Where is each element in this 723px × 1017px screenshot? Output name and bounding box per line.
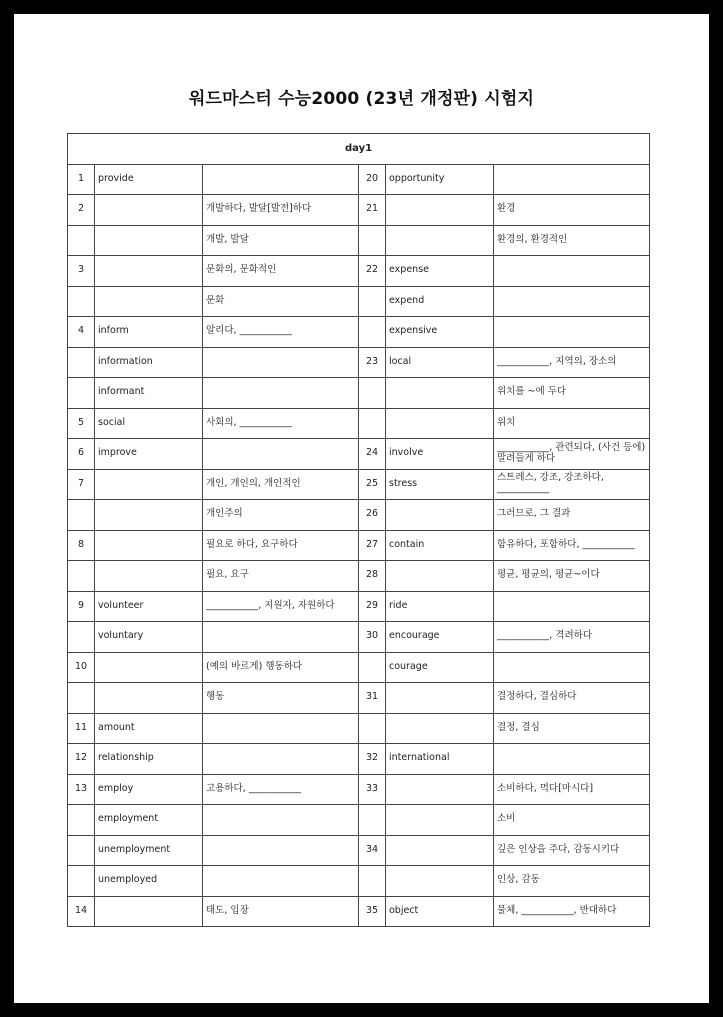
right-meaning-cell: 물체, ___________, 반대하다 [494, 896, 650, 927]
vocabulary-table [67, 133, 650, 927]
right-number-cell: 26 [359, 500, 386, 531]
left-word-cell: employment [95, 805, 203, 836]
right-word-cell [386, 774, 494, 805]
right-number-cell: 20 [359, 164, 386, 195]
right-word-cell: expense [386, 256, 494, 287]
right-meaning-cell [494, 744, 650, 775]
left-number-cell [68, 225, 95, 256]
right-word-cell [386, 408, 494, 439]
left-meaning-cell: 문화 [203, 286, 359, 317]
right-word-cell: local [386, 347, 494, 378]
left-meaning-cell: 개인, 개인의, 개인적인 [203, 469, 359, 500]
table-row [68, 591, 650, 622]
worksheet-page [14, 14, 709, 1003]
table-row [68, 622, 650, 653]
left-number-cell [68, 286, 95, 317]
right-word-cell [386, 561, 494, 592]
day-header-row [68, 134, 650, 165]
table-row [68, 805, 650, 836]
table-row [68, 896, 650, 927]
left-word-cell [95, 896, 203, 927]
left-number-cell: 1 [68, 164, 95, 195]
table-row [68, 225, 650, 256]
table-row [68, 164, 650, 195]
right-word-cell: opportunity [386, 164, 494, 195]
table-row [68, 774, 650, 805]
right-number-cell: 27 [359, 530, 386, 561]
right-word-cell [386, 866, 494, 897]
right-number-cell [359, 805, 386, 836]
right-word-cell: ride [386, 591, 494, 622]
right-meaning-cell [494, 317, 650, 348]
left-number-cell: 3 [68, 256, 95, 287]
right-number-cell [359, 713, 386, 744]
left-word-cell: social [95, 408, 203, 439]
left-word-cell: information [95, 347, 203, 378]
right-number-cell: 29 [359, 591, 386, 622]
left-meaning-cell [203, 805, 359, 836]
right-number-cell [359, 378, 386, 409]
table-row [68, 286, 650, 317]
left-word-cell [95, 286, 203, 317]
right-word-cell [386, 500, 494, 531]
left-number-cell [68, 500, 95, 531]
left-number-cell: 11 [68, 713, 95, 744]
left-word-cell [95, 195, 203, 226]
left-meaning-cell: 필요, 요구 [203, 561, 359, 592]
right-word-cell: involve [386, 439, 494, 470]
right-number-cell: 33 [359, 774, 386, 805]
left-meaning-cell [203, 866, 359, 897]
right-meaning-cell: 함유하다, 포함하다, ___________ [494, 530, 650, 561]
left-meaning-cell [203, 378, 359, 409]
left-meaning-cell: 사회의, ___________ [203, 408, 359, 439]
right-word-cell [386, 225, 494, 256]
left-meaning-cell: 개발, 발달 [203, 225, 359, 256]
table-row [68, 317, 650, 348]
right-word-cell [386, 835, 494, 866]
right-number-cell [359, 866, 386, 897]
left-number-cell [68, 683, 95, 714]
right-meaning-cell [494, 164, 650, 195]
left-meaning-cell: 고용하다, ___________ [203, 774, 359, 805]
table-row [68, 347, 650, 378]
right-word-cell [386, 805, 494, 836]
left-meaning-cell: 개인주의 [203, 500, 359, 531]
left-number-cell: 8 [68, 530, 95, 561]
right-number-cell: 30 [359, 622, 386, 653]
left-meaning-cell [203, 164, 359, 195]
right-meaning-cell: 위치 [494, 408, 650, 439]
left-meaning-cell: (예의 바르게) 행동하다 [203, 652, 359, 683]
day-label: day1 [68, 134, 650, 165]
left-word-cell [95, 225, 203, 256]
left-meaning-cell [203, 713, 359, 744]
left-number-cell [68, 347, 95, 378]
left-word-cell [95, 683, 203, 714]
table-row [68, 866, 650, 897]
left-number-cell: 5 [68, 408, 95, 439]
left-number-cell [68, 378, 95, 409]
right-meaning-cell [494, 652, 650, 683]
right-meaning-cell: ___________, 관련되다, (사건 등에) 말려들게 하다 [494, 439, 650, 470]
table-row [68, 683, 650, 714]
right-word-cell [386, 713, 494, 744]
right-meaning-cell: 인상, 감동 [494, 866, 650, 897]
table-row [68, 195, 650, 226]
right-number-cell [359, 408, 386, 439]
right-meaning-cell: 그러므로, 그 결과 [494, 500, 650, 531]
right-word-cell: expend [386, 286, 494, 317]
left-word-cell: informant [95, 378, 203, 409]
left-number-cell: 10 [68, 652, 95, 683]
left-meaning-cell: 태도, 입장 [203, 896, 359, 927]
left-meaning-cell: ___________, 지원자, 자원하다 [203, 591, 359, 622]
table-row [68, 256, 650, 287]
page-title: 워드마스터 수능2000 (23년 개정판) 시험지 [188, 89, 535, 109]
left-word-cell: inform [95, 317, 203, 348]
table-row [68, 469, 650, 500]
right-number-cell: 28 [359, 561, 386, 592]
right-meaning-cell: 결정하다, 결심하다 [494, 683, 650, 714]
right-word-cell: expensive [386, 317, 494, 348]
right-meaning-cell [494, 591, 650, 622]
right-number-cell: 35 [359, 896, 386, 927]
right-meaning-cell: 환경 [494, 195, 650, 226]
right-meaning-cell: ___________, 격려하다 [494, 622, 650, 653]
right-number-cell: 25 [359, 469, 386, 500]
left-word-cell [95, 469, 203, 500]
left-meaning-cell [203, 439, 359, 470]
left-number-cell [68, 622, 95, 653]
right-meaning-cell: 평균, 평균의, 평균~이다 [494, 561, 650, 592]
right-meaning-cell: 결정, 결심 [494, 713, 650, 744]
left-word-cell: voluntary [95, 622, 203, 653]
left-number-cell: 2 [68, 195, 95, 226]
left-number-cell: 6 [68, 439, 95, 470]
table-row [68, 439, 650, 470]
left-number-cell: 12 [68, 744, 95, 775]
table-row [68, 408, 650, 439]
right-word-cell: stress [386, 469, 494, 500]
left-word-cell: relationship [95, 744, 203, 775]
left-number-cell: 7 [68, 469, 95, 500]
left-word-cell: unemployed [95, 866, 203, 897]
right-word-cell: courage [386, 652, 494, 683]
right-meaning-cell [494, 286, 650, 317]
left-word-cell: improve [95, 439, 203, 470]
left-word-cell [95, 256, 203, 287]
left-meaning-cell: 행동 [203, 683, 359, 714]
left-word-cell: amount [95, 713, 203, 744]
right-number-cell: 21 [359, 195, 386, 226]
left-number-cell [68, 805, 95, 836]
left-word-cell: unemployment [95, 835, 203, 866]
left-word-cell: volunteer [95, 591, 203, 622]
left-meaning-cell: 알리다, ___________ [203, 317, 359, 348]
right-number-cell: 32 [359, 744, 386, 775]
table-row [68, 835, 650, 866]
right-number-cell [359, 317, 386, 348]
left-word-cell [95, 561, 203, 592]
right-number-cell [359, 652, 386, 683]
right-number-cell: 23 [359, 347, 386, 378]
right-number-cell: 31 [359, 683, 386, 714]
right-meaning-cell: 위치를 ~에 두다 [494, 378, 650, 409]
table-row [68, 500, 650, 531]
right-word-cell: international [386, 744, 494, 775]
right-word-cell: object [386, 896, 494, 927]
table-row [68, 713, 650, 744]
right-meaning-cell: 스트레스, 강조, 강조하다, ___________ [494, 469, 650, 500]
left-number-cell: 4 [68, 317, 95, 348]
right-word-cell: contain [386, 530, 494, 561]
right-word-cell: encourage [386, 622, 494, 653]
left-word-cell [95, 652, 203, 683]
left-number-cell [68, 835, 95, 866]
left-word-cell [95, 500, 203, 531]
left-number-cell: 14 [68, 896, 95, 927]
left-number-cell: 13 [68, 774, 95, 805]
table-row [68, 652, 650, 683]
left-meaning-cell [203, 622, 359, 653]
right-meaning-cell: 환경의, 환경적인 [494, 225, 650, 256]
left-meaning-cell: 문화의, 문화적인 [203, 256, 359, 287]
table-row [68, 561, 650, 592]
right-word-cell [386, 683, 494, 714]
table-row [68, 378, 650, 409]
left-number-cell: 9 [68, 591, 95, 622]
left-word-cell: employ [95, 774, 203, 805]
right-number-cell: 22 [359, 256, 386, 287]
right-meaning-cell [494, 256, 650, 287]
right-number-cell [359, 225, 386, 256]
left-meaning-cell [203, 347, 359, 378]
left-meaning-cell [203, 744, 359, 775]
right-word-cell [386, 378, 494, 409]
left-word-cell: provide [95, 164, 203, 195]
right-number-cell [359, 286, 386, 317]
right-number-cell: 34 [359, 835, 386, 866]
left-meaning-cell [203, 835, 359, 866]
left-number-cell [68, 866, 95, 897]
right-meaning-cell: ___________, 지역의, 장소의 [494, 347, 650, 378]
right-meaning-cell: 깊은 인상을 주다, 감동시키다 [494, 835, 650, 866]
right-word-cell [386, 195, 494, 226]
left-meaning-cell: 개발하다, 발달[발전]하다 [203, 195, 359, 226]
table-row [68, 744, 650, 775]
right-meaning-cell: 소비하다, 먹다[마시다] [494, 774, 650, 805]
table-row [68, 530, 650, 561]
right-number-cell: 24 [359, 439, 386, 470]
left-word-cell [95, 530, 203, 561]
left-meaning-cell: 필요로 하다, 요구하다 [203, 530, 359, 561]
right-meaning-cell: 소비 [494, 805, 650, 836]
left-number-cell [68, 561, 95, 592]
